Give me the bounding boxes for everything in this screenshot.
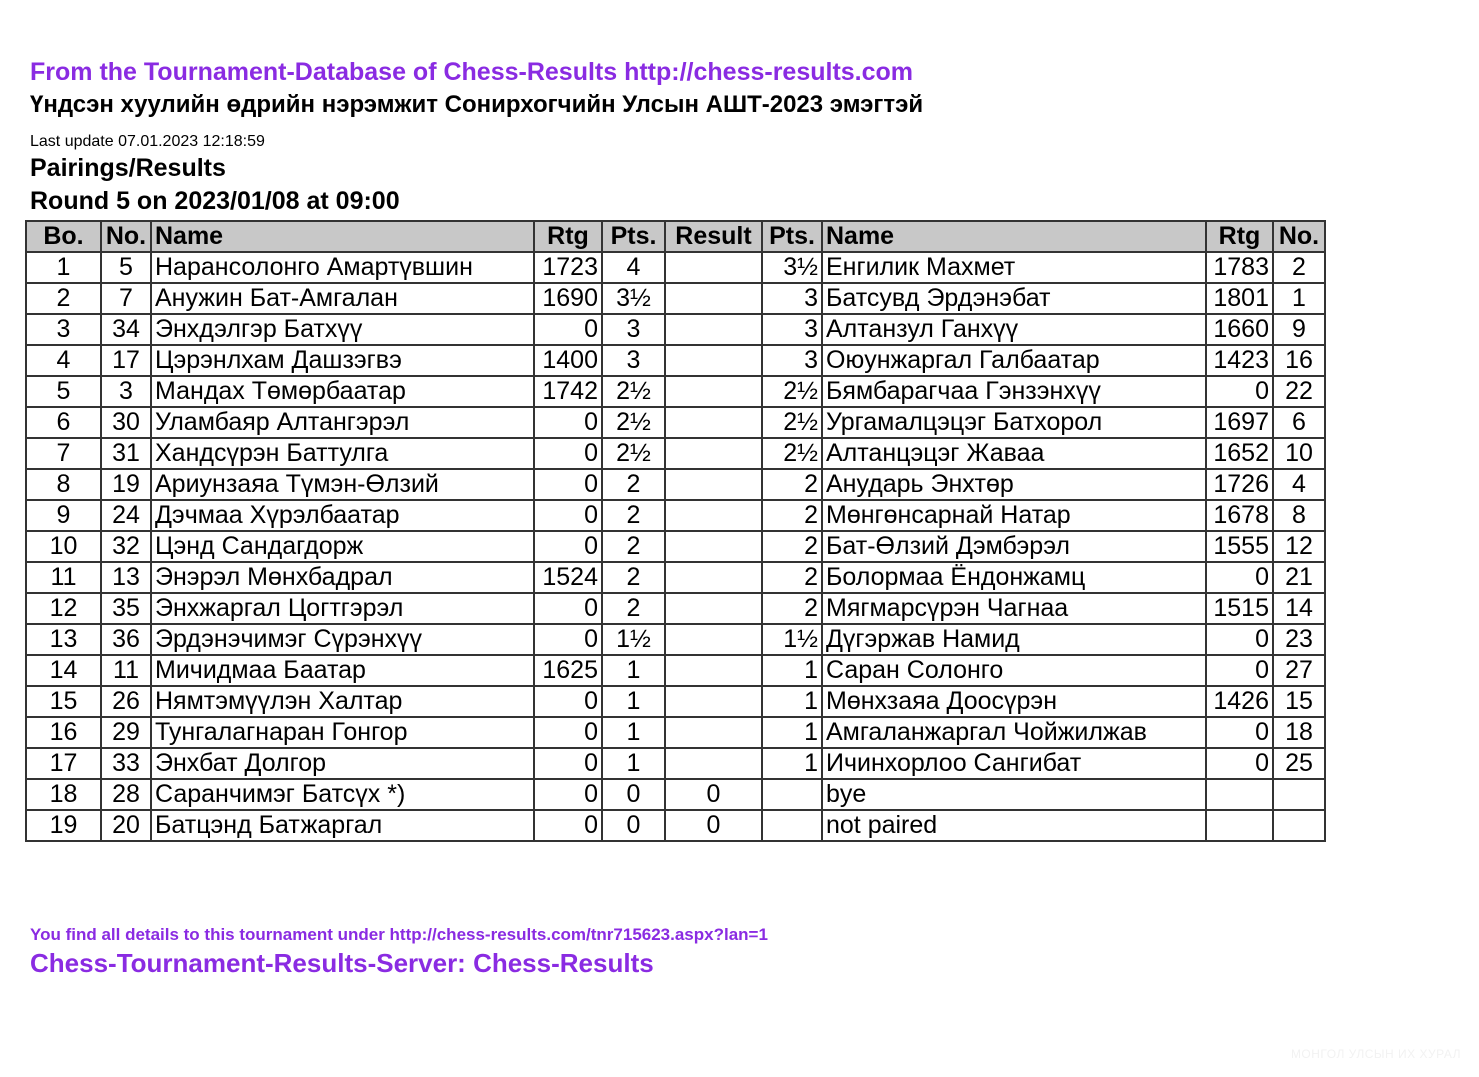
player-points-cell: 1: [602, 655, 665, 686]
opponent-rating-cell: 1660: [1206, 314, 1273, 345]
player-name-cell[interactable]: Тунгалагнаран Гонгор: [151, 717, 534, 748]
col-header-result: Result: [665, 221, 762, 252]
opponent-name-cell[interactable]: Ичинхорлоо Сангибат: [822, 748, 1206, 779]
opponent-rating-cell: 1801: [1206, 283, 1273, 314]
player-no-cell: 11: [101, 655, 151, 686]
col-header-opponent-points: Pts.: [762, 221, 822, 252]
opponent-name-cell[interactable]: Батсувд Эрдэнэбат: [822, 283, 1206, 314]
page-footer: [30, 924, 768, 980]
opponent-name-cell[interactable]: Мөнхзаяа Доосүрэн: [822, 686, 1206, 717]
player-name-cell[interactable]: Мандах Төмөрбаатар: [151, 376, 534, 407]
opponent-rating-cell: 0: [1206, 376, 1273, 407]
opponent-no-cell: 18: [1273, 717, 1325, 748]
col-header-points: Pts.: [602, 221, 665, 252]
player-points-cell: 3: [602, 345, 665, 376]
col-header-rating: Rtg: [534, 221, 602, 252]
opponent-points-cell: 2: [762, 593, 822, 624]
table-row: [26, 810, 1325, 841]
player-name-cell[interactable]: Энхдэлгэр Батхүү: [151, 314, 534, 345]
player-no-cell: 26: [101, 686, 151, 717]
table-row: [26, 252, 1325, 283]
player-points-cell: 1: [602, 686, 665, 717]
last-update-text: Last update 07.01.2023 12:18:59: [30, 133, 265, 150]
player-points-cell: 3½: [602, 283, 665, 314]
board-number-cell: 11: [26, 562, 101, 593]
opponent-no-cell: 23: [1273, 624, 1325, 655]
player-points-cell: 2: [602, 562, 665, 593]
col-header-no: No.: [101, 221, 151, 252]
player-no-cell: 24: [101, 500, 151, 531]
player-name-cell[interactable]: Эрдэнэчимэг Сүрэнхүү: [151, 624, 534, 655]
opponent-no-cell: 27: [1273, 655, 1325, 686]
chess-results-database-link[interactable]: From the Tournament-Database of Chess-Results http://chess-results.com: [30, 58, 914, 86]
table-header-row: [26, 221, 1325, 252]
player-rating-cell: 0: [534, 779, 602, 810]
opponent-no-cell: [1273, 779, 1325, 810]
opponent-no-cell: 21: [1273, 562, 1325, 593]
opponent-no-cell: 14: [1273, 593, 1325, 624]
col-header-name: Name: [151, 221, 534, 252]
player-points-cell: 2½: [602, 376, 665, 407]
opponent-rating-cell: 1726: [1206, 469, 1273, 500]
opponent-rating-cell: 0: [1206, 748, 1273, 779]
player-rating-cell: 0: [534, 810, 602, 841]
opponent-rating-cell: [1206, 779, 1273, 810]
result-cell: [665, 655, 762, 686]
board-number-cell: 9: [26, 500, 101, 531]
player-rating-cell: 0: [534, 438, 602, 469]
opponent-name-cell[interactable]: Алтанзул Ганхүү: [822, 314, 1206, 345]
opponent-points-cell: 3: [762, 345, 822, 376]
player-no-cell: 30: [101, 407, 151, 438]
opponent-points-cell: [762, 779, 822, 810]
table-row: [26, 345, 1325, 376]
opponent-points-cell: 1: [762, 686, 822, 717]
player-name-cell[interactable]: Цэнд Сандагдорж: [151, 531, 534, 562]
player-name-cell[interactable]: Энхбат Долгор: [151, 748, 534, 779]
player-points-cell: 4: [602, 252, 665, 283]
player-points-cell: 2½: [602, 407, 665, 438]
col-header-board: Bo.: [26, 221, 101, 252]
table-row: [26, 593, 1325, 624]
opponent-no-cell: 9: [1273, 314, 1325, 345]
col-header-opponent-no: No.: [1273, 221, 1325, 252]
result-cell: [665, 314, 762, 345]
table-row: [26, 469, 1325, 500]
table-row: [26, 531, 1325, 562]
opponent-no-cell: 12: [1273, 531, 1325, 562]
player-name-cell[interactable]: Батцэнд Батжаргал: [151, 810, 534, 841]
board-number-cell: 6: [26, 407, 101, 438]
board-number-cell: 18: [26, 779, 101, 810]
opponent-points-cell: 3: [762, 283, 822, 314]
opponent-points-cell: 3½: [762, 252, 822, 283]
player-name-cell[interactable]: Нарансолонго Амартүвшин: [151, 252, 534, 283]
player-points-cell: 0: [602, 779, 665, 810]
result-cell: 0: [665, 810, 762, 841]
table-row: [26, 562, 1325, 593]
player-points-cell: 1: [602, 717, 665, 748]
opponent-points-cell: 3: [762, 314, 822, 345]
player-name-cell[interactable]: Мичидмаа Баатар: [151, 655, 534, 686]
chess-results-server-link[interactable]: Chess-Tournament-Results-Server: Chess-Results: [30, 948, 654, 978]
watermark-text: МОНГОЛ УЛСЫН ИХ ХУРАЛ: [1290, 1047, 1461, 1061]
opponent-rating-cell: 0: [1206, 655, 1273, 686]
player-name-cell[interactable]: Анужин Бат-Амгалан: [151, 283, 534, 314]
player-no-cell: 32: [101, 531, 151, 562]
player-rating-cell: 1400: [534, 345, 602, 376]
board-number-cell: 15: [26, 686, 101, 717]
opponent-no-cell: 22: [1273, 376, 1325, 407]
opponent-points-cell: 2: [762, 531, 822, 562]
player-name-cell[interactable]: Хандсүрэн Баттулга: [151, 438, 534, 469]
opponent-no-cell: 1: [1273, 283, 1325, 314]
player-points-cell: 3: [602, 314, 665, 345]
tournament-title: Үндсэн хуулийн өдрийн нэрэмжит Сонирхогчийн Улсын АШТ-2023 эмэгтэй: [30, 91, 924, 118]
opponent-name-cell[interactable]: Бат-Өлзий Дэмбэрэл: [822, 531, 1206, 562]
result-cell: [665, 252, 762, 283]
opponent-points-cell: 2: [762, 562, 822, 593]
table-row: [26, 376, 1325, 407]
opponent-name-cell[interactable]: Оюунжаргал Галбаатар: [822, 345, 1206, 376]
col-header-opponent-name: Name: [822, 221, 1206, 252]
opponent-no-cell: 6: [1273, 407, 1325, 438]
opponent-no-cell: 2: [1273, 252, 1325, 283]
board-number-cell: 19: [26, 810, 101, 841]
opponent-name-cell[interactable]: Ургамалцэцэг Батхорол: [822, 407, 1206, 438]
opponent-rating-cell: 1678: [1206, 500, 1273, 531]
opponent-no-cell: [1273, 810, 1325, 841]
result-cell: [665, 376, 762, 407]
result-cell: [665, 531, 762, 562]
opponent-points-cell: 2½: [762, 407, 822, 438]
player-name-cell[interactable]: Нямтэмүүлэн Халтар: [151, 686, 534, 717]
result-cell: [665, 562, 762, 593]
table-row: [26, 407, 1325, 438]
opponent-no-cell: 16: [1273, 345, 1325, 376]
player-name-cell[interactable]: Уламбаяр Алтангэрэл: [151, 407, 534, 438]
player-points-cell: 1½: [602, 624, 665, 655]
opponent-points-cell: 2½: [762, 376, 822, 407]
player-points-cell: 2: [602, 469, 665, 500]
opponent-rating-cell: 1652: [1206, 438, 1273, 469]
player-no-cell: 5: [101, 252, 151, 283]
board-number-cell: 12: [26, 593, 101, 624]
player-rating-cell: 0: [534, 469, 602, 500]
result-cell: [665, 624, 762, 655]
board-number-cell: 4: [26, 345, 101, 376]
result-cell: [665, 283, 762, 314]
player-no-cell: 31: [101, 438, 151, 469]
tournament-details-link[interactable]: You find all details to this tournament under http://chess-results.com/tnr715623.aspx?lan=1: [30, 925, 768, 944]
page-header: [30, 56, 1450, 218]
player-points-cell: 2: [602, 531, 665, 562]
player-no-cell: 3: [101, 376, 151, 407]
opponent-no-cell: 8: [1273, 500, 1325, 531]
table-row: [26, 314, 1325, 345]
player-no-cell: 7: [101, 283, 151, 314]
opponent-no-cell: 10: [1273, 438, 1325, 469]
board-number-cell: 7: [26, 438, 101, 469]
opponent-rating-cell: 1426: [1206, 686, 1273, 717]
player-points-cell: 2: [602, 500, 665, 531]
player-no-cell: 34: [101, 314, 151, 345]
opponent-points-cell: 1: [762, 655, 822, 686]
player-no-cell: 29: [101, 717, 151, 748]
opponent-points-cell: 1: [762, 717, 822, 748]
player-name-cell[interactable]: Цэрэнлхам Дашзэгвэ: [151, 345, 534, 376]
player-rating-cell: 0: [534, 686, 602, 717]
board-number-cell: 16: [26, 717, 101, 748]
player-rating-cell: 1690: [534, 283, 602, 314]
player-rating-cell: 1742: [534, 376, 602, 407]
result-cell: [665, 407, 762, 438]
player-rating-cell: 0: [534, 593, 602, 624]
opponent-rating-cell: 1783: [1206, 252, 1273, 283]
opponent-name-cell[interactable]: Енгилик Махмет: [822, 252, 1206, 283]
col-header-opponent-rating: Rtg: [1206, 221, 1273, 252]
table-row: [26, 748, 1325, 779]
table-row: [26, 438, 1325, 469]
section-title: Pairings/Results: [30, 154, 226, 182]
board-number-cell: 2: [26, 283, 101, 314]
player-points-cell: 2½: [602, 438, 665, 469]
player-rating-cell: 0: [534, 531, 602, 562]
result-cell: [665, 593, 762, 624]
result-cell: [665, 438, 762, 469]
player-points-cell: 2: [602, 593, 665, 624]
board-number-cell: 13: [26, 624, 101, 655]
opponent-name-cell[interactable]: bye: [822, 779, 1206, 810]
player-no-cell: 36: [101, 624, 151, 655]
table-row: [26, 717, 1325, 748]
opponent-rating-cell: 0: [1206, 717, 1273, 748]
opponent-points-cell: 1½: [762, 624, 822, 655]
opponent-name-cell[interactable]: not paired: [822, 810, 1206, 841]
player-name-cell[interactable]: Энэрэл Мөнхбадрал: [151, 562, 534, 593]
player-no-cell: 20: [101, 810, 151, 841]
player-rating-cell: 1723: [534, 252, 602, 283]
opponent-points-cell: [762, 810, 822, 841]
player-rating-cell: 0: [534, 748, 602, 779]
board-number-cell: 8: [26, 469, 101, 500]
opponent-points-cell: 2½: [762, 438, 822, 469]
table-row: [26, 500, 1325, 531]
opponent-no-cell: 4: [1273, 469, 1325, 500]
player-no-cell: 13: [101, 562, 151, 593]
player-no-cell: 28: [101, 779, 151, 810]
table-row: [26, 283, 1325, 314]
opponent-rating-cell: 1555: [1206, 531, 1273, 562]
opponent-rating-cell: 1697: [1206, 407, 1273, 438]
player-no-cell: 19: [101, 469, 151, 500]
opponent-points-cell: 1: [762, 748, 822, 779]
opponent-rating-cell: 0: [1206, 562, 1273, 593]
opponent-name-cell[interactable]: Саран Солонго: [822, 655, 1206, 686]
opponent-name-cell[interactable]: Мөнгөнсарнай Натар: [822, 500, 1206, 531]
player-name-cell[interactable]: Дэчмаа Хүрэлбаатар: [151, 500, 534, 531]
table-row: [26, 624, 1325, 655]
result-cell: [665, 469, 762, 500]
result-cell: [665, 686, 762, 717]
opponent-rating-cell: 1515: [1206, 593, 1273, 624]
player-no-cell: 33: [101, 748, 151, 779]
opponent-no-cell: 25: [1273, 748, 1325, 779]
result-cell: 0: [665, 779, 762, 810]
board-number-cell: 5: [26, 376, 101, 407]
result-cell: [665, 500, 762, 531]
result-cell: [665, 717, 762, 748]
result-cell: [665, 748, 762, 779]
player-rating-cell: 1524: [534, 562, 602, 593]
player-rating-cell: 0: [534, 624, 602, 655]
player-rating-cell: 1625: [534, 655, 602, 686]
board-number-cell: 1: [26, 252, 101, 283]
player-rating-cell: 0: [534, 500, 602, 531]
table-row: [26, 779, 1325, 810]
player-rating-cell: 0: [534, 407, 602, 438]
player-points-cell: 0: [602, 810, 665, 841]
opponent-name-cell[interactable]: Анударь Энхтөр: [822, 469, 1206, 500]
board-number-cell: 17: [26, 748, 101, 779]
board-number-cell: 3: [26, 314, 101, 345]
opponent-name-cell[interactable]: Мягмарсүрэн Чагнаа: [822, 593, 1206, 624]
opponent-no-cell: 15: [1273, 686, 1325, 717]
opponent-name-cell[interactable]: Алтанцэцэг Жаваа: [822, 438, 1206, 469]
player-no-cell: 17: [101, 345, 151, 376]
opponent-name-cell[interactable]: Амгаланжаргал Чойжилжав: [822, 717, 1206, 748]
opponent-name-cell[interactable]: Дүгэржав Намид: [822, 624, 1206, 655]
player-rating-cell: 0: [534, 314, 602, 345]
opponent-rating-cell: 0: [1206, 624, 1273, 655]
player-name-cell[interactable]: Саранчимэг Батсүх *): [151, 779, 534, 810]
opponent-points-cell: 2: [762, 469, 822, 500]
board-number-cell: 10: [26, 531, 101, 562]
board-number-cell: 14: [26, 655, 101, 686]
round-title: Round 5 on 2023/01/08 at 09:00: [30, 187, 400, 215]
opponent-rating-cell: [1206, 810, 1273, 841]
opponent-name-cell[interactable]: Бямбарагчаа Гэнзэнхүү: [822, 376, 1206, 407]
pairings-body: [26, 252, 1325, 841]
player-points-cell: 1: [602, 748, 665, 779]
opponent-name-cell[interactable]: Болормаа Ёндонжамц: [822, 562, 1206, 593]
table-row: [26, 655, 1325, 686]
player-no-cell: 35: [101, 593, 151, 624]
table-row: [26, 686, 1325, 717]
result-cell: [665, 345, 762, 376]
pairings-table: [25, 220, 1326, 842]
opponent-rating-cell: 1423: [1206, 345, 1273, 376]
player-rating-cell: 0: [534, 717, 602, 748]
opponent-points-cell: 2: [762, 500, 822, 531]
player-name-cell[interactable]: Ариунзаяа Түмэн-Өлзий: [151, 469, 534, 500]
player-name-cell[interactable]: Энхжаргал Цогтгэрэл: [151, 593, 534, 624]
